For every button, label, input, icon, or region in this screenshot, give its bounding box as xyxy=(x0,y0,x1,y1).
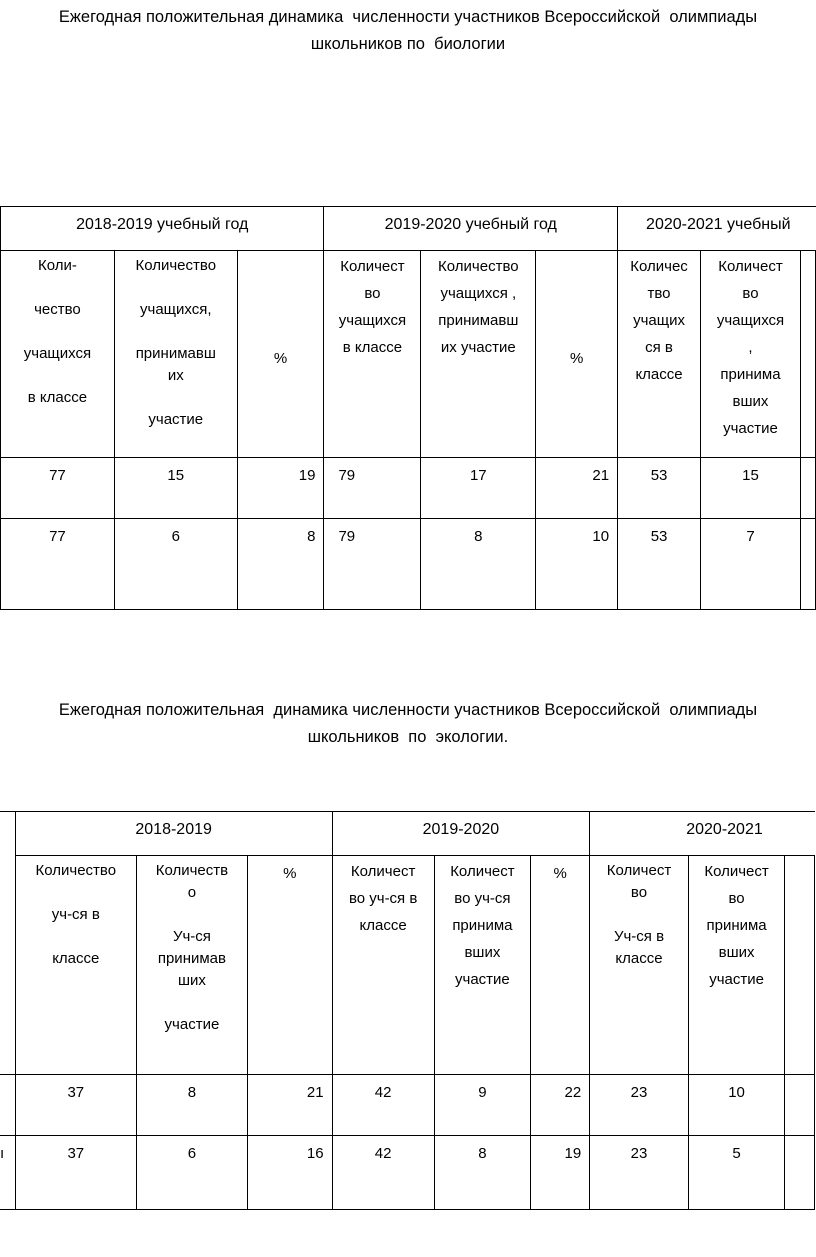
row-label-cell xyxy=(0,1075,15,1136)
year-header: 2020-2021 учебный xyxy=(618,207,816,251)
table-edge-cell xyxy=(785,856,815,1075)
column-header: Коли- чество учащихся в классе xyxy=(1,251,115,458)
year-header: 2019-2020 учебный год xyxy=(324,207,618,251)
table-cell: 77 xyxy=(1,458,115,519)
table-cell: 53 xyxy=(618,519,701,610)
table-cell: 16 xyxy=(248,1136,333,1210)
table-cell: 79 xyxy=(324,458,421,519)
table-cell: 77 xyxy=(1,519,115,610)
biology-table xyxy=(0,206,816,610)
column-header: % xyxy=(248,856,333,1075)
column-header: Количест во учащихся в классе xyxy=(324,251,421,458)
ecology-table xyxy=(0,811,815,1210)
table-cell: 22 xyxy=(531,1075,590,1136)
table-cell: 15 xyxy=(114,458,237,519)
table-edge-cell xyxy=(800,251,815,458)
column-header: Количест во учащихся , принима вших участие xyxy=(701,251,801,458)
column-header: % xyxy=(237,251,324,458)
table-cell: 8 xyxy=(434,1136,530,1210)
year-header: 2020-2021 xyxy=(590,812,815,856)
table-cell: 42 xyxy=(332,1075,434,1136)
biology-title: Ежегодная положительная динамика численности участников Всероссийской олимпиады школьников по биологии xyxy=(58,8,758,53)
year-header: 2019-2020 xyxy=(332,812,590,856)
ecology-title: Ежегодная положительная динамика численности участников Всероссийской олимпиады школьников по экологии. xyxy=(58,701,758,746)
table-cell: 79 xyxy=(324,519,421,610)
row-label-cell xyxy=(0,812,15,856)
row-label-cell xyxy=(0,856,15,1075)
column-header: Количест во уч-ся принима вших участие xyxy=(434,856,530,1075)
column-header: Количест во Уч-ся в классе xyxy=(590,856,689,1075)
column-header: Количество учащихся, принимавш их участие xyxy=(114,251,237,458)
table-cell: 37 xyxy=(15,1075,136,1136)
table-cell: 8 xyxy=(237,519,324,610)
table-cell: 8 xyxy=(136,1075,247,1136)
table-cell: 6 xyxy=(114,519,237,610)
year-header: 2018-2019 учебный год xyxy=(1,207,324,251)
table-cell: 21 xyxy=(536,458,618,519)
table-cell: 6 xyxy=(136,1136,247,1210)
table-cell: 37 xyxy=(15,1136,136,1210)
table-edge-cell xyxy=(800,458,815,519)
table-cell: 5 xyxy=(688,1136,785,1210)
column-header: Количеств о Уч-ся принимав ших участие xyxy=(136,856,247,1075)
column-header: Количест во уч-ся в классе xyxy=(332,856,434,1075)
table-cell: 10 xyxy=(536,519,618,610)
table-cell: 7 xyxy=(701,519,801,610)
row-label-cell: ı xyxy=(0,1136,15,1210)
table-edge-cell xyxy=(800,519,815,610)
table-cell: 19 xyxy=(237,458,324,519)
table-cell: 10 xyxy=(688,1075,785,1136)
table-cell: 8 xyxy=(421,519,536,610)
table-cell: 42 xyxy=(332,1136,434,1210)
table-cell: 21 xyxy=(248,1075,333,1136)
column-header: Количество учащихся , принимавш их участие xyxy=(421,251,536,458)
year-header: 2018-2019 xyxy=(15,812,332,856)
column-header: Количест во принима вших участие xyxy=(688,856,785,1075)
column-header: Количество уч-ся в классе xyxy=(15,856,136,1075)
table-cell: 23 xyxy=(590,1075,689,1136)
table-cell: 17 xyxy=(421,458,536,519)
column-header: % xyxy=(536,251,618,458)
table-cell: 23 xyxy=(590,1136,689,1210)
table-edge-cell xyxy=(785,1136,815,1210)
table-cell: 9 xyxy=(434,1075,530,1136)
table-cell: 19 xyxy=(531,1136,590,1210)
column-header: % xyxy=(531,856,590,1075)
table-edge-cell xyxy=(785,1075,815,1136)
table-cell: 53 xyxy=(618,458,701,519)
table-cell: 15 xyxy=(701,458,801,519)
column-header: Количес тво учащих ся в классе xyxy=(618,251,701,458)
